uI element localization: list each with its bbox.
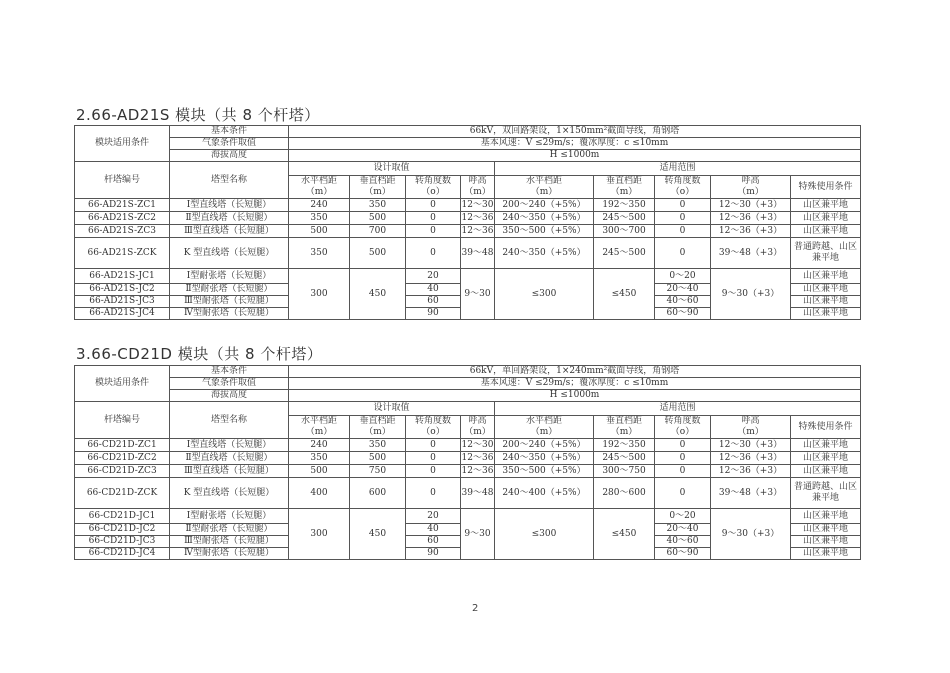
design-angle: 0 — [406, 465, 461, 478]
special-conditions: 山区兼平地 — [791, 548, 861, 560]
column-label: 呼高 — [468, 176, 487, 186]
column-label: 水平档距 — [300, 416, 337, 426]
condition-row — [75, 366, 861, 378]
header-applicable-range: 适用范围 — [495, 162, 861, 176]
column-unit: （o） — [670, 187, 695, 197]
header-range-vertical-span — [594, 176, 655, 199]
condition-label: 海拔高度 — [170, 390, 289, 402]
tower-id: 66-AD21S-JC2 — [75, 284, 170, 296]
condition-row — [75, 138, 861, 150]
table-row — [75, 212, 861, 225]
table-row — [75, 439, 861, 452]
condition-value: 基本风速：V ≤29m/s；覆冰厚度：c ≤10mm — [289, 378, 861, 390]
range-vertical-span: 300～700 — [594, 225, 655, 238]
header-range-height — [711, 176, 791, 199]
design-horizontal-span: 350 — [289, 238, 350, 269]
special-conditions: 山区兼平地 — [791, 269, 861, 284]
column-label: 水平档距 — [525, 416, 562, 426]
header-special-conditions: 特殊使用条件 — [791, 416, 861, 439]
header-row — [75, 162, 861, 176]
tower-type: Ⅳ型耐张塔（长短腿） — [170, 548, 289, 560]
range-horizontal-span: 240～350（+5%） — [495, 452, 594, 465]
design-horizontal-span: 500 — [289, 225, 350, 238]
design-vertical-span: 500 — [350, 238, 406, 269]
condition-label: 海拔高度 — [170, 150, 289, 162]
range-angle: 0 — [655, 238, 711, 269]
header-design-height — [461, 176, 495, 199]
column-label: 转角度数 — [414, 176, 451, 186]
design-angle: 0 — [406, 478, 461, 509]
tower-id: 66-AD21S-JC1 — [75, 269, 170, 284]
design-angle: 0 — [406, 212, 461, 225]
header-design-height — [461, 416, 495, 439]
range-horizontal-span: 200～240（+5%） — [495, 439, 594, 452]
tower-id: 66-CD21D-JC2 — [75, 524, 170, 536]
range-vertical-span: 245～500 — [594, 238, 655, 269]
column-label: 呼高 — [741, 176, 760, 186]
header-range-vertical-span — [594, 416, 655, 439]
tower-type: K 型直线塔（长短腿） — [170, 238, 289, 269]
tower-type: Ⅱ型直线塔（长短腿） — [170, 212, 289, 225]
range-horizontal-span: 350～500（+5%） — [495, 465, 594, 478]
tower-id: 66-AD21S-ZC1 — [75, 199, 170, 212]
range-vertical-span: ≤450 — [594, 509, 655, 560]
design-height: 12～30 — [461, 439, 494, 450]
range-angle: 0 — [655, 199, 711, 212]
design-angle: 40 — [406, 284, 461, 296]
column-unit: （m） — [364, 187, 391, 197]
column-unit: （m） — [305, 187, 333, 197]
tower-id: 66-AD21S-JC3 — [75, 296, 170, 308]
special-conditions: 山区兼平地 — [791, 509, 861, 524]
column-unit: （m） — [737, 187, 764, 197]
range-height: 12～36（+3） — [711, 212, 791, 225]
page-number: 2 — [472, 603, 479, 614]
range-angle: 20～40 — [655, 284, 711, 296]
table-row — [75, 452, 861, 465]
range-horizontal-span: 240～350（+5%） — [495, 238, 594, 269]
header-tower-type: 塔型名称 — [170, 402, 289, 439]
design-vertical-span: 700 — [350, 225, 406, 238]
range-angle: 0 — [655, 465, 711, 478]
column-unit: （m） — [737, 427, 764, 437]
design-angle: 0 — [406, 238, 461, 269]
column-unit: （m） — [530, 187, 558, 197]
tower-type: Ⅲ型直线塔（长短腿） — [170, 465, 289, 478]
header-range-horizontal-span — [495, 416, 594, 439]
range-horizontal-span: ≤300 — [495, 269, 594, 320]
design-height: 12～36 — [461, 212, 494, 223]
column-unit: （o） — [670, 427, 695, 437]
header-design-vertical-span — [350, 176, 406, 199]
tower-id: 66-CD21D-JC4 — [75, 548, 170, 560]
column-unit: （o） — [421, 427, 445, 437]
table-row — [75, 478, 861, 509]
tower-id: 66-AD21S-ZCK — [75, 238, 170, 269]
design-horizontal-span: 300 — [289, 269, 350, 320]
design-vertical-span: 450 — [350, 509, 406, 560]
tower-id: 66-CD21D-JC1 — [75, 509, 170, 524]
header-design-horizontal-span — [289, 176, 350, 199]
header-design-angle — [406, 176, 461, 199]
design-horizontal-span: 400 — [289, 478, 350, 509]
design-horizontal-span: 350 — [289, 452, 350, 465]
tower-type: Ⅱ型耐张塔（长短腿） — [170, 284, 289, 296]
design-vertical-span: 750 — [350, 465, 406, 478]
range-vertical-span: 280～600 — [594, 478, 655, 509]
design-height: 39～48 — [461, 478, 495, 509]
tower-id: 66-CD21D-ZC1 — [75, 439, 170, 452]
tower-type: Ⅰ型直线塔（长短腿） — [170, 439, 289, 452]
tower-spec-table — [74, 365, 861, 560]
column-label: 水平档距 — [525, 176, 562, 186]
table-row — [75, 509, 861, 524]
column-unit: （m） — [610, 427, 638, 437]
range-vertical-span: 245～500 — [594, 452, 655, 465]
header-range-angle — [655, 176, 711, 199]
tower-type: Ⅲ型耐张塔（长短腿） — [170, 296, 289, 308]
range-horizontal-span: 240～350（+5%） — [495, 212, 594, 225]
conditions-label: 模块适用条件 — [75, 126, 170, 162]
design-angle: 0 — [406, 199, 461, 212]
column-unit: （m） — [464, 187, 491, 197]
special-conditions: 山区兼平地 — [791, 439, 861, 452]
column-label: 垂直档距 — [359, 176, 396, 186]
design-height: 12～30 — [461, 199, 494, 210]
range-angle: 0 — [655, 439, 711, 452]
column-label: 转角度数 — [664, 176, 701, 186]
special-conditions: 山区兼平地 — [791, 296, 861, 308]
design-vertical-span: 500 — [350, 452, 406, 465]
header-design-horizontal-span — [289, 416, 350, 439]
range-vertical-span: 192～350 — [594, 439, 655, 452]
tower-type: Ⅱ型直线塔（长短腿） — [170, 452, 289, 465]
column-unit: （m） — [305, 427, 333, 437]
tower-id: 66-CD21D-ZC3 — [75, 465, 170, 478]
header-design-values: 设计取值 — [289, 162, 495, 176]
header-range-angle — [655, 416, 711, 439]
range-horizontal-span: 240～400（+5%） — [495, 478, 594, 509]
range-height: 9～30（+3） — [711, 269, 791, 320]
tower-type: Ⅳ型耐张塔（长短腿） — [170, 308, 289, 320]
design-height: 39～48 — [461, 238, 495, 269]
range-angle: 0 — [655, 452, 711, 465]
tower-type: Ⅰ型耐张塔（长短腿） — [170, 269, 289, 284]
column-label: 呼高 — [468, 416, 487, 426]
design-horizontal-span: 240 — [289, 439, 350, 452]
table-row — [75, 269, 861, 284]
section-title: 3.66-CD21D 模块（共 8 个杆塔） — [76, 345, 323, 363]
condition-label: 基本条件 — [170, 126, 289, 138]
column-unit: （m） — [530, 427, 558, 437]
range-height: 12～36（+3） — [711, 452, 791, 465]
design-angle: 20 — [406, 509, 461, 524]
range-angle: 20～40 — [655, 524, 711, 536]
special-conditions: 山区兼平地 — [791, 212, 861, 225]
table-row — [75, 238, 861, 269]
special-conditions: 山区兼平地 — [791, 524, 861, 536]
range-angle: 0 — [655, 478, 711, 509]
design-height: 9～30 — [461, 269, 495, 320]
special-conditions: 普通跨越、山区兼平地 — [791, 478, 861, 509]
special-conditions: 山区兼平地 — [791, 199, 861, 212]
special-conditions: 山区兼平地 — [791, 536, 861, 548]
conditions-label: 模块适用条件 — [75, 366, 170, 402]
design-horizontal-span: 500 — [289, 465, 350, 478]
column-unit: （m） — [610, 187, 638, 197]
design-horizontal-span: 240 — [289, 199, 350, 212]
range-height: 9～30（+3） — [711, 509, 791, 560]
header-design-vertical-span — [350, 416, 406, 439]
header-range-height — [711, 416, 791, 439]
table-row — [75, 225, 861, 238]
range-height: 39～48（+3） — [711, 238, 791, 269]
range-angle: 0 — [655, 225, 711, 238]
tower-type: Ⅰ型耐张塔（长短腿） — [170, 509, 289, 524]
condition-row — [75, 126, 861, 138]
design-angle: 40 — [406, 524, 461, 536]
design-vertical-span: 450 — [350, 269, 406, 320]
design-vertical-span: 350 — [350, 199, 406, 212]
condition-label: 气象条件取值 — [170, 138, 289, 150]
tower-id: 66-CD21D-JC3 — [75, 536, 170, 548]
table-row — [75, 465, 861, 478]
design-height: 12～36 — [461, 465, 494, 476]
column-label: 垂直档距 — [605, 176, 642, 186]
design-angle: 60 — [406, 296, 461, 308]
design-angle: 0 — [406, 225, 461, 238]
tower-id: 66-AD21S-JC4 — [75, 308, 170, 320]
tower-id: 66-AD21S-ZC3 — [75, 225, 170, 238]
tower-id: 66-AD21S-ZC2 — [75, 212, 170, 225]
range-angle: 0～20 — [655, 509, 711, 524]
column-label: 水平档距 — [300, 176, 337, 186]
range-height: 39～48（+3） — [711, 478, 791, 509]
range-height: 12～30（+3） — [711, 439, 791, 452]
condition-value: 66kV，双回路架设，1×150mm²截面导线，角钢塔 — [289, 126, 861, 138]
special-conditions: 山区兼平地 — [791, 308, 861, 320]
condition-value: H ≤1000m — [289, 390, 861, 402]
condition-value: H ≤1000m — [289, 150, 861, 162]
header-design-angle — [406, 416, 461, 439]
design-height: 9～30 — [461, 509, 495, 560]
design-vertical-span: 500 — [350, 212, 406, 225]
range-angle: 60～90 — [655, 308, 711, 320]
design-angle: 0 — [406, 452, 461, 465]
special-conditions: 山区兼平地 — [791, 284, 861, 296]
section-title: 2.66-AD21S 模块（共 8 个杆塔） — [76, 106, 320, 124]
tower-type: K 型直线塔（长短腿） — [170, 478, 289, 509]
header-design-values: 设计取值 — [289, 402, 495, 416]
tower-type: Ⅰ型直线塔（长短腿） — [170, 199, 289, 212]
header-special-conditions: 特殊使用条件 — [791, 176, 861, 199]
design-height: 12～36 — [461, 225, 494, 236]
condition-row — [75, 150, 861, 162]
condition-value: 66kV，单回路架设，1×240mm²截面导线，角钢塔 — [289, 366, 861, 378]
header-tower-id: 杆塔编号 — [75, 402, 170, 439]
header-row — [75, 402, 861, 416]
design-angle: 60 — [406, 536, 461, 548]
tower-spec-table — [74, 125, 861, 320]
column-unit: （m） — [364, 427, 391, 437]
range-angle: 0～20 — [655, 269, 711, 284]
column-label: 垂直档距 — [359, 416, 396, 426]
condition-row — [75, 390, 861, 402]
design-horizontal-span: 350 — [289, 212, 350, 225]
condition-label: 基本条件 — [170, 366, 289, 378]
tower-id: 66-CD21D-ZCK — [75, 478, 170, 509]
condition-row — [75, 378, 861, 390]
design-vertical-span: 350 — [350, 439, 406, 452]
column-unit: （m） — [464, 427, 491, 437]
special-conditions: 山区兼平地 — [791, 452, 861, 465]
design-vertical-span: 600 — [350, 478, 406, 509]
range-vertical-span: ≤450 — [594, 269, 655, 320]
table-row — [75, 199, 861, 212]
range-vertical-span: 192～350 — [594, 199, 655, 212]
range-height: 12～30（+3） — [711, 199, 791, 212]
range-horizontal-span: 350～500（+5%） — [495, 225, 594, 238]
special-conditions: 山区兼平地 — [791, 225, 861, 238]
range-horizontal-span: 200～240（+5%） — [495, 199, 594, 212]
range-angle: 40～60 — [655, 296, 711, 308]
tower-type: Ⅲ型直线塔（长短腿） — [170, 225, 289, 238]
header-applicable-range: 适用范围 — [495, 402, 861, 416]
tower-type: Ⅲ型耐张塔（长短腿） — [170, 536, 289, 548]
range-vertical-span: 300～750 — [594, 465, 655, 478]
tower-id: 66-CD21D-ZC2 — [75, 452, 170, 465]
range-height: 12～36（+3） — [711, 225, 791, 238]
range-vertical-span: 245～500 — [594, 212, 655, 225]
header-tower-type: 塔型名称 — [170, 162, 289, 199]
header-tower-id: 杆塔编号 — [75, 162, 170, 199]
design-angle: 90 — [406, 548, 461, 560]
header-range-horizontal-span — [495, 176, 594, 199]
range-horizontal-span: ≤300 — [495, 509, 594, 560]
special-conditions: 普通跨越、山区兼平地 — [791, 238, 861, 269]
column-label: 转角度数 — [414, 416, 451, 426]
condition-value: 基本风速：V ≤29m/s；覆冰厚度：c ≤10mm — [289, 138, 861, 150]
tower-type: Ⅱ型耐张塔（长短腿） — [170, 524, 289, 536]
special-conditions: 山区兼平地 — [791, 465, 861, 478]
design-angle: 90 — [406, 308, 461, 320]
column-label: 垂直档距 — [605, 416, 642, 426]
design-horizontal-span: 300 — [289, 509, 350, 560]
range-angle: 0 — [655, 212, 711, 225]
range-angle: 40～60 — [655, 536, 711, 548]
range-height: 12～36（+3） — [711, 465, 791, 478]
design-height: 12～36 — [461, 452, 494, 463]
condition-label: 气象条件取值 — [170, 378, 289, 390]
column-label: 转角度数 — [664, 416, 701, 426]
design-angle: 20 — [406, 269, 461, 284]
column-label: 呼高 — [741, 416, 760, 426]
range-angle: 60～90 — [655, 548, 711, 560]
design-angle: 0 — [406, 439, 461, 452]
column-unit: （o） — [421, 187, 445, 197]
